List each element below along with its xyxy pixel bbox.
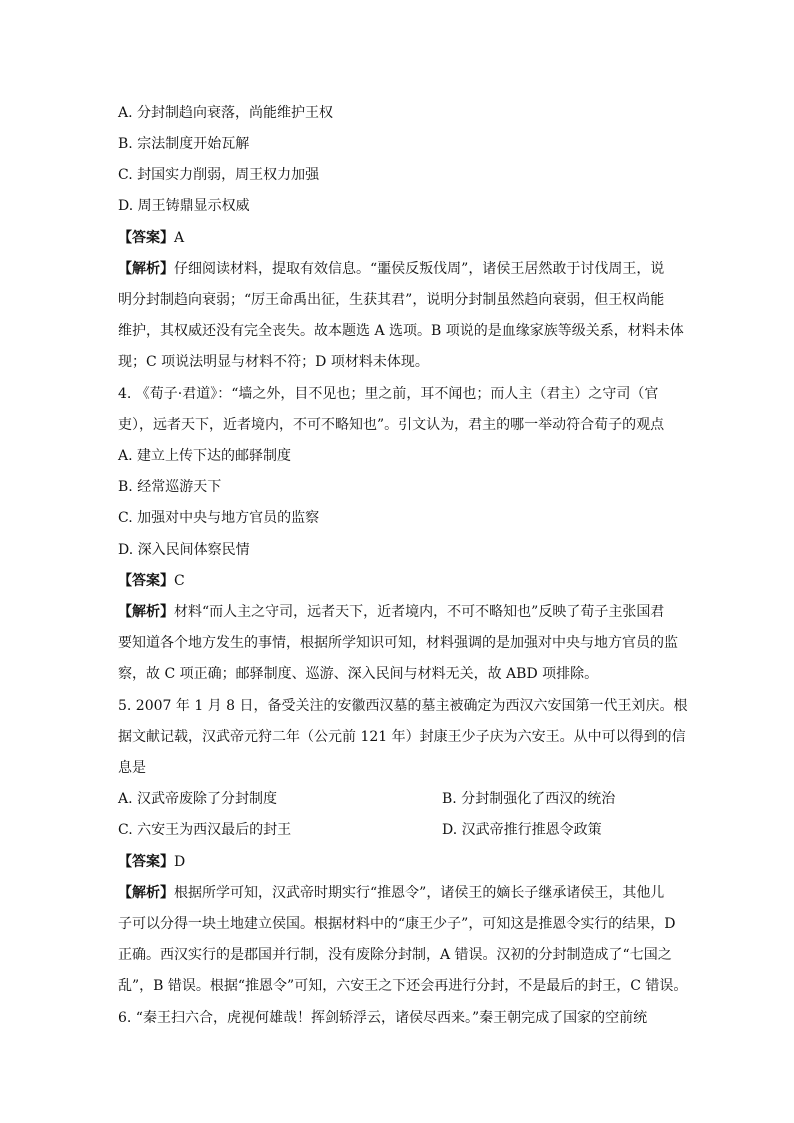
q5-stem-line-1: 5. 2007 年 1 月 8 日，备受关注的安徽西汉墓的墓主被确定为西汉六安国第一代王刘庆。根 <box>118 698 688 714</box>
q4-stem-line-1: 4. 《荀子·君道》：“墙之外，目不见也；里之前，耳不闻也；而人主（君主）之守司（官 <box>118 386 659 402</box>
q3-analysis-line-3: 维护，其权威还没有完全丧失。故本题选 A 选项。B 项说的是血缘家族等级关系，材料未体 <box>118 323 684 339</box>
answer-value: D <box>174 854 186 870</box>
answer-tag: 【答案】 <box>118 573 174 589</box>
q5-option-b: B. 分封制强化了西汉的统治 <box>442 791 616 807</box>
q3-option-b: B. 宗法制度开始瓦解 <box>118 136 250 152</box>
q3-option-d: D. 周王铸鼎显示权威 <box>118 198 250 214</box>
q4-analysis-line-2: 要知道各个地方发生的事情，根据所学知识可知，材料强调的是加强对中央与地方官员的监 <box>118 635 678 651</box>
q5-analysis-line-1 <box>118 884 678 902</box>
answer-tag: 【答案】 <box>118 854 174 870</box>
q5-option-c: C. 六安王为西汉最后的封王 <box>118 822 292 838</box>
answer-tag: 【答案】 <box>118 230 174 246</box>
q5-option-a: A. 汉武帝废除了分封制度 <box>118 791 278 807</box>
q5-stem-line-3: 息是 <box>118 760 146 776</box>
q3-answer <box>118 229 678 247</box>
analysis-tag: 【解析】 <box>118 261 174 277</box>
analysis-text: 材料“而人主之守司，远者天下，近者境内，不可不略知也”反映了荀子主张国君 <box>174 604 665 620</box>
q5-option-d: D. 汉武帝推行推恩令政策 <box>442 822 602 838</box>
q4-analysis-line-3: 察，故 C 项正确；邮驿制度、巡游、深入民间与材料无关，故 ABD 项排除。 <box>118 666 599 682</box>
q3-analysis-line-1 <box>118 260 678 278</box>
q5-analysis-line-4: 乱”，B 错误。根据“推恩令”可知，六安王之下还会再进行分封，不是最后的封王，C 错误。 <box>118 978 688 994</box>
analysis-text: 根据所学可知，汉武帝时期实行“推恩令”，诸侯王的嫡长子继承诸侯王，其他儿 <box>174 885 665 901</box>
q3-option-a: A. 分封制趋向衰落，尚能维护王权 <box>118 105 334 121</box>
q5-stem-line-2: 据文献记载，汉武帝元狩二年（公元前 121 年）封康王少子庆为六安王。从中可以得到的信 <box>118 729 686 745</box>
q5-analysis-line-2: 子可以分得一块土地建立侯国。根据材料中的“康王少子”，可知这是推恩令实行的结果，D <box>118 916 676 932</box>
analysis-tag: 【解析】 <box>118 604 174 620</box>
q6-stem-line-1: 6. “秦王扫六合，虎视何雄哉！挥剑轿浮云，诸侯尽西来。”秦王朝完成了国家的空前统 <box>118 1010 648 1026</box>
q4-analysis-line-1 <box>118 603 678 621</box>
analysis-tag: 【解析】 <box>118 885 174 901</box>
q4-stem-line-2: 吏），远者天下，近者境内，不可不略知也”。引文认为，君主的哪一举动符合荀子的观点 <box>118 417 665 433</box>
analysis-text: 仔细阅读材料，提取有效信息。“噩侯反叛伐周”，诸侯王居然敢于讨伐周王，说 <box>174 261 665 277</box>
q4-option-a: A. 建立上传下达的邮驿制度 <box>118 448 292 464</box>
answer-value: A <box>174 230 185 246</box>
q4-option-b: B. 经常巡游天下 <box>118 479 222 495</box>
q3-analysis-line-4: 现；C 项说法明显与材料不符；D 项材料未体现。 <box>118 354 429 370</box>
q3-analysis-line-2: 明分封制趋向衰弱；“厉王命禹出征，生获其君”，说明分封制虽然趋向衰弱，但王权尚能 <box>118 292 665 308</box>
q3-option-c: C. 封国实力削弱，周王权力加强 <box>118 167 320 183</box>
q4-option-d: D. 深入民间体察民情 <box>118 542 250 558</box>
answer-value: C <box>174 573 185 589</box>
q4-option-c: C. 加强对中央与地方官员的监察 <box>118 510 320 526</box>
q4-answer <box>118 572 678 590</box>
q5-answer <box>118 853 678 871</box>
q5-analysis-line-3: 正确。西汉实行的是郡国并行制，没有废除分封制，A 错误。汉初的分封制造成了“七国之 <box>118 947 672 963</box>
